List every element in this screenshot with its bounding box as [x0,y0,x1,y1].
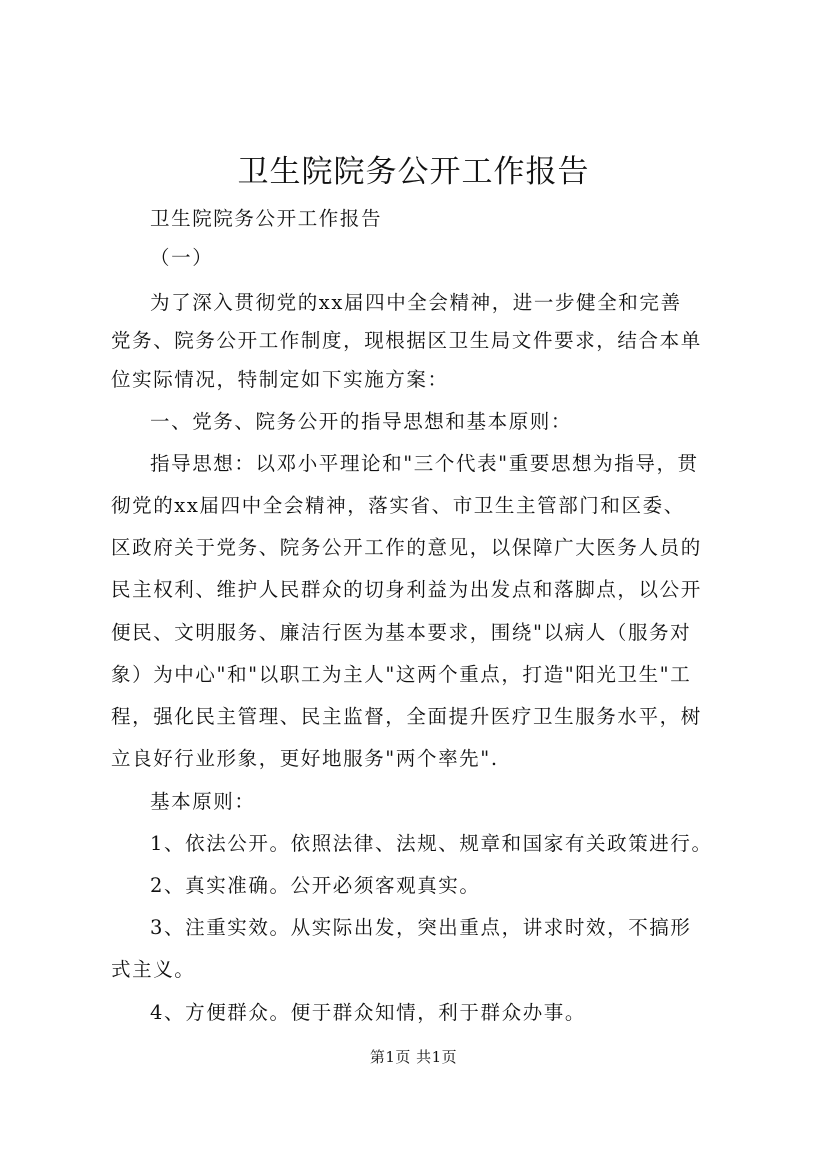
principle-item: 3、注重实效。从实际出发，突出重点，讲求时效，不搞形 [150,916,692,939]
principle-item: 式主义。 [111,958,196,981]
paragraph-line: 区政府关于党务、院务公开工作的意见，以保障广大医务人员的 [111,536,702,559]
paragraph-line: 彻党的xx届四中全会精神，落实省、市卫生主管部门和区委、 [111,494,685,517]
principle-item: 2、真实准确。公开必须客观真实。 [150,874,481,897]
paragraph-line: 为了深入贯彻党的xx届四中全会精神，进一步健全和完善 [150,291,682,314]
paragraph-line: 指导思想：以邓小平理论和"三个代表"重要思想为指导，贯 [150,452,699,475]
document-title: 卫生院院务公开工作报告 [237,154,590,190]
section-marker: （一） [150,246,214,269]
section-heading: 一、党务、院务公开的指导思想和基本原则： [150,410,573,433]
principle-item: 1、依法公开。依照法律、法规、规章和国家有关政策进行。 [150,832,713,855]
paragraph-line: 程，强化民主管理、民主监督，全面提升医疗卫生服务水平，树 [111,705,702,728]
subtitle: 卫生院院务公开工作报告 [150,207,383,230]
principles-heading: 基本原则： [150,790,256,813]
paragraph-line: 民主权利、维护人民群众的切身利益为出发点和落脚点，以公开 [111,578,702,601]
principle-item: 4、方便群众。便于群众知情，利于群众办事。 [150,1001,587,1024]
paragraph-line: 象）为中心"和"以职工为主人"这两个重点，打造"阳光卫生"工 [111,663,692,686]
paragraph-line: 立良好行业形象，更好地服务"两个率先". [111,747,499,770]
paragraph-line: 便民、文明服务、廉洁行医为基本要求，围绕"以病人（服务对 [111,621,692,644]
page-footer: 第1页 共1页 [369,1048,458,1066]
paragraph-line: 位实际情况，特制定如下实施方案： [111,368,449,391]
paragraph-line: 党务、院务公开工作制度，现根据区卫生局文件要求，结合本单 [111,329,702,352]
